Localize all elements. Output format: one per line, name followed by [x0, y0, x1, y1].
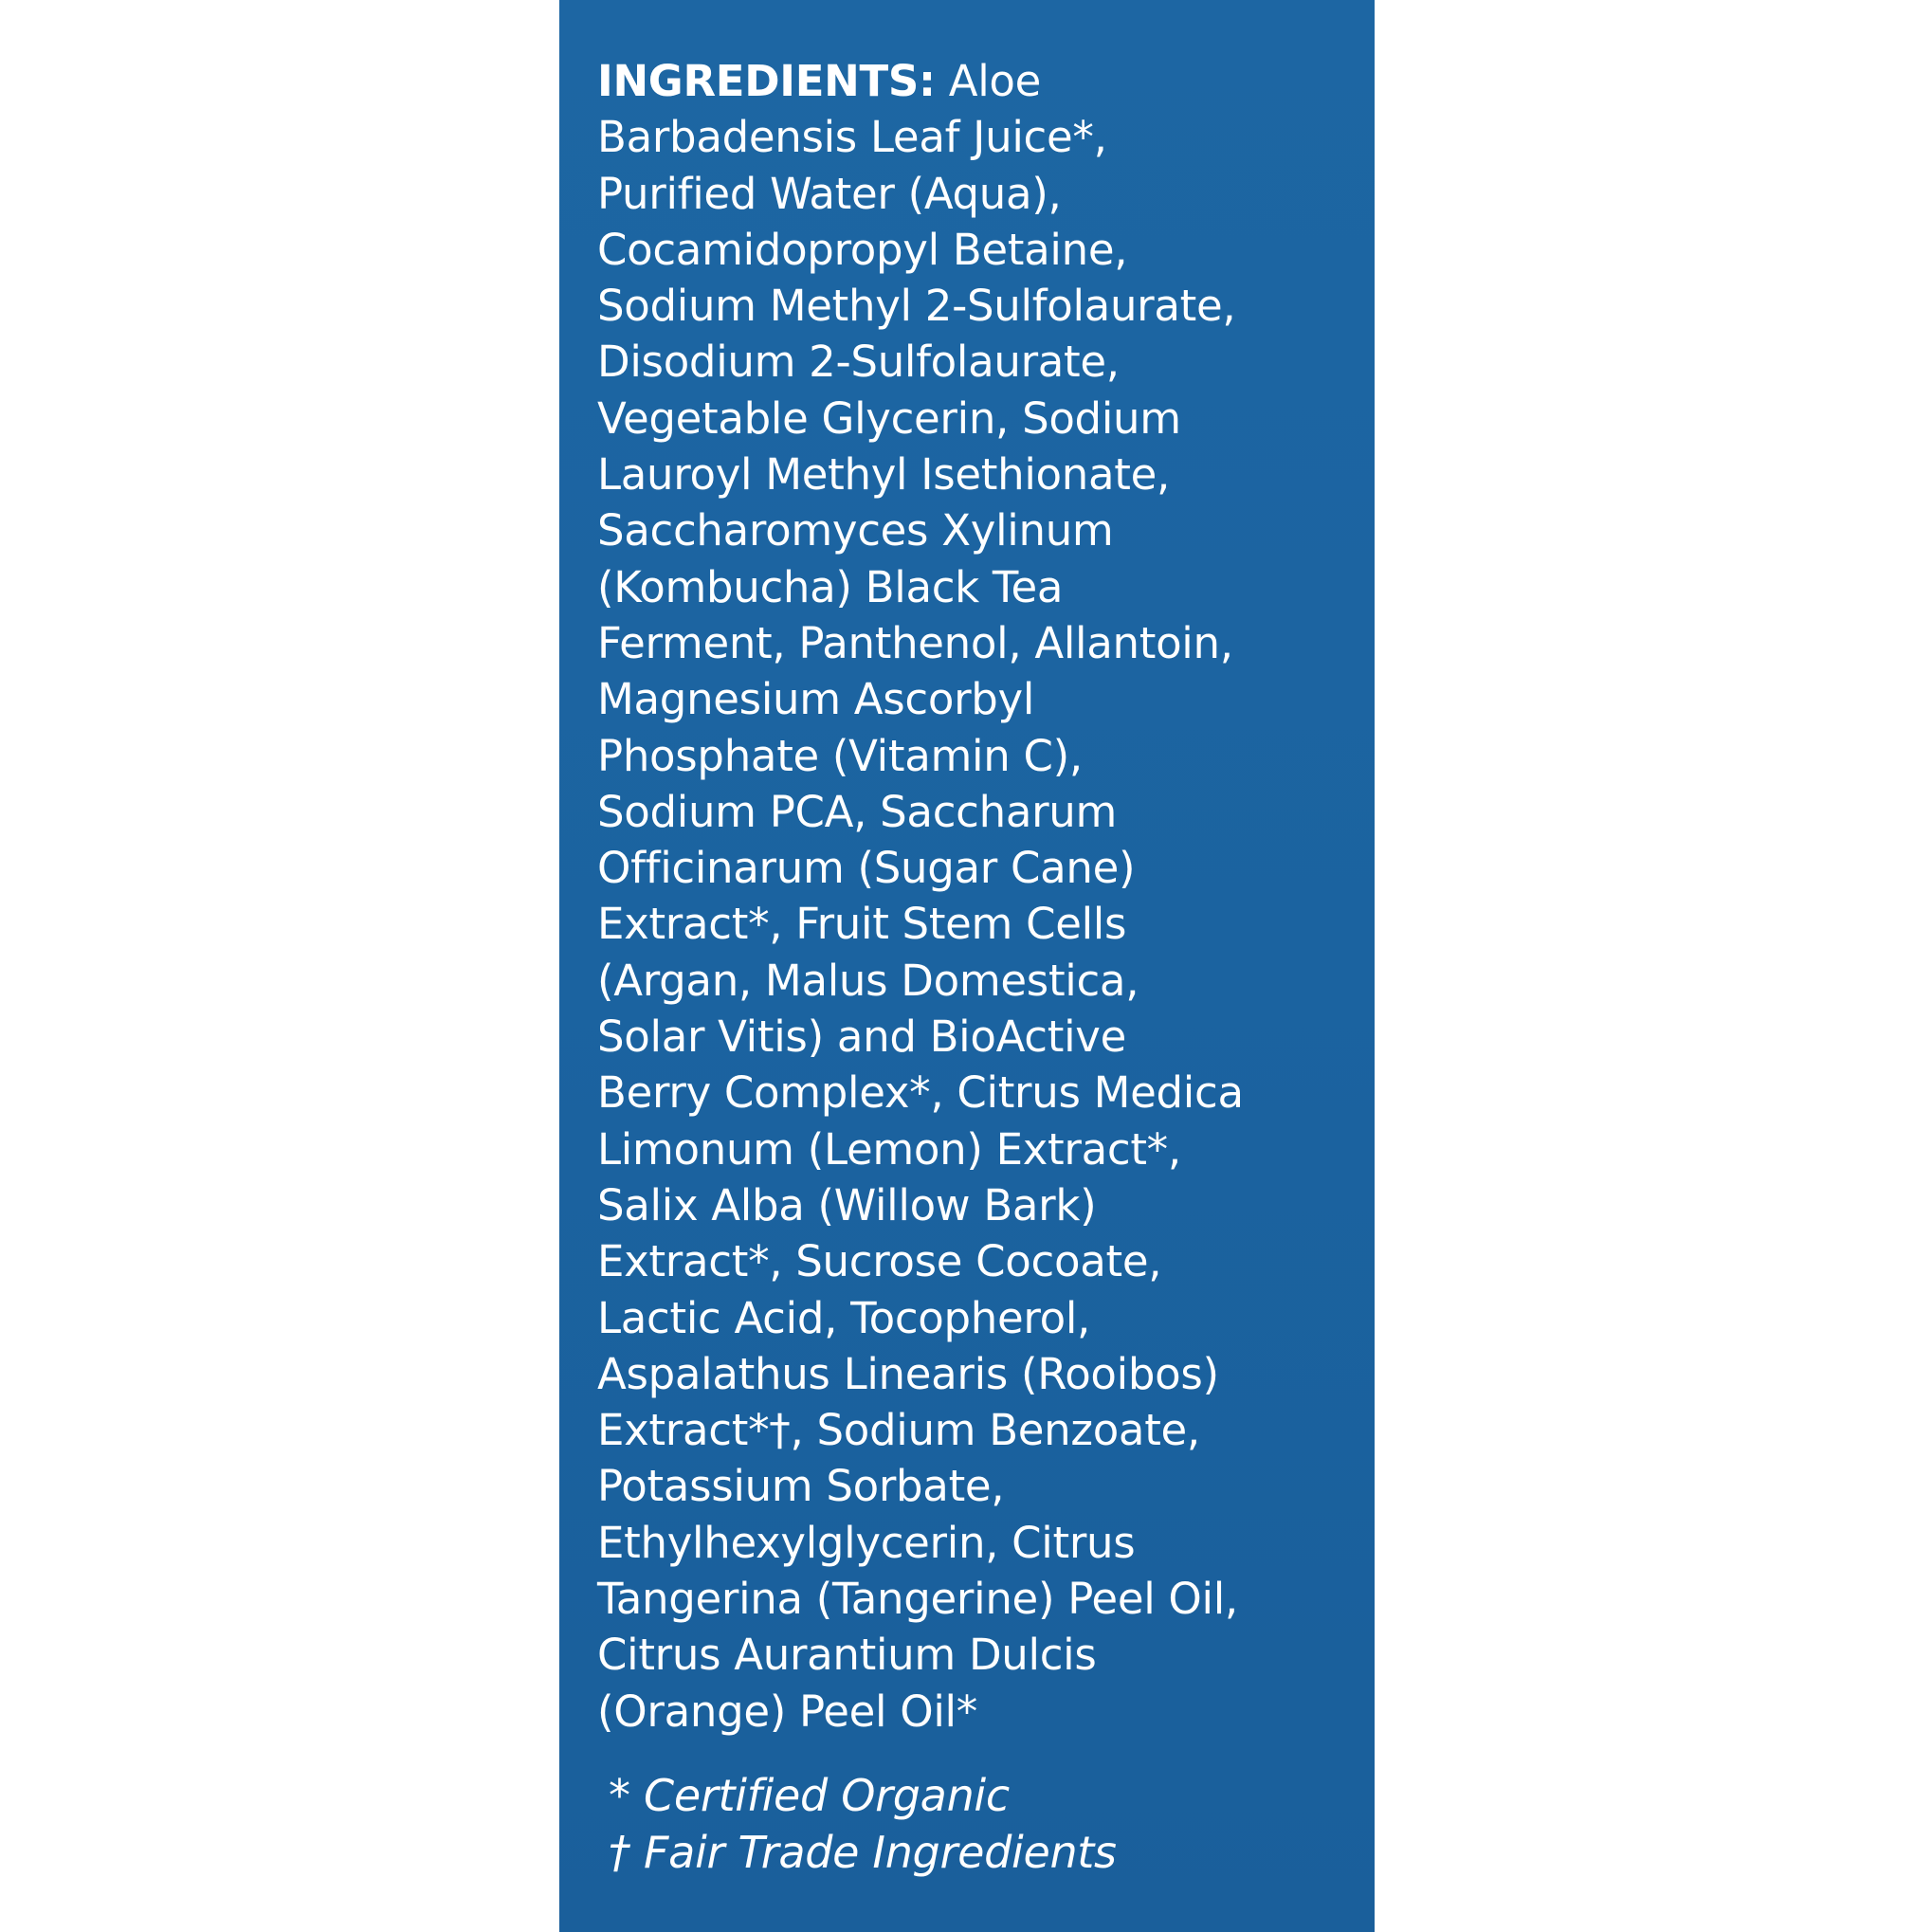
ingredients-line-17: Solar Vitis) and BioActive [597, 1012, 1126, 1063]
ingredients-line-18: Berry Complex*, Citrus Medica [597, 1067, 1244, 1119]
ingredients-line-21: Extract*, Sucrose Cocoate, [597, 1236, 1162, 1287]
ingredients-first-line [597, 53, 1356, 109]
ingredients-line-28: Citrus Aurantium Dulcis [597, 1630, 1097, 1681]
ingredients-line-27: Tangerina (Tangerine) Peel Oil, [597, 1574, 1238, 1625]
ingredients-line-19: Limonum (Lemon) Extract*, [597, 1123, 1181, 1175]
ingredients-line-16: (Argan, Malus Domestica, [597, 955, 1139, 1006]
ingredients-line-14: Officinarum (Sugar Cane) [597, 843, 1136, 894]
ingredients-line-29: (Orange) Peel Oil* [597, 1686, 977, 1737]
footnote-fair-trade: † Fair Trade Ingredients [609, 1827, 1117, 1878]
footnotes [609, 1767, 1367, 1881]
ingredients-label-panel [559, 0, 1375, 1932]
ingredients-line-13: Sodium PCA, Saccharum [597, 786, 1118, 837]
ingredients-list [597, 53, 1356, 1740]
ingredients-line-25: Potassium Sorbate, [597, 1461, 1005, 1512]
ingredients-line-10: Ferment, Panthenol, Allantoin, [597, 617, 1233, 668]
ingredients-line-5: Disodium 2-Sulfolaurate, [597, 337, 1120, 388]
ingredients-line-23: Aspalathus Linearis (Rooibos) [597, 1348, 1219, 1399]
ingredients-line-1: Barbadensis Leaf Juice*, [597, 112, 1107, 163]
footnote-certified-organic: * Certified Organic [609, 1770, 1010, 1821]
ingredients-line-11: Magnesium Ascorbyl [597, 674, 1035, 725]
ingredients-heading: INGREDIENTS: [597, 56, 936, 106]
ingredients-line-4: Sodium Methyl 2-Sulfolaurate, [597, 281, 1236, 332]
ingredients-line-22: Lactic Acid, Tocopherol, [597, 1292, 1091, 1343]
ingredients-line-20: Salix Alba (Willow Bark) [597, 1179, 1097, 1230]
ingredients-line-3: Cocamidopropyl Betaine, [597, 224, 1128, 275]
ingredients-line-0: Aloe [935, 56, 1042, 106]
ingredients-line-24: Extract*†, Sodium Benzoate, [597, 1405, 1200, 1456]
ingredients-line-26: Ethylhexylglycerin, Citrus [597, 1517, 1136, 1568]
ingredients-line-8: Saccharomyces Xylinum [597, 505, 1114, 556]
ingredients-line-2: Purified Water (Aqua), [597, 168, 1062, 219]
ingredients-line-12: Phosphate (Vitamin C), [597, 730, 1083, 781]
ingredients-line-15: Extract*, Fruit Stem Cells [597, 899, 1127, 950]
ingredients-line-7: Lauroyl Methyl Isethionate, [597, 449, 1170, 501]
ingredients-line-9: (Kombucha) Black Tea [597, 561, 1064, 612]
ingredients-line-6: Vegetable Glycerin, Sodium [597, 392, 1181, 444]
